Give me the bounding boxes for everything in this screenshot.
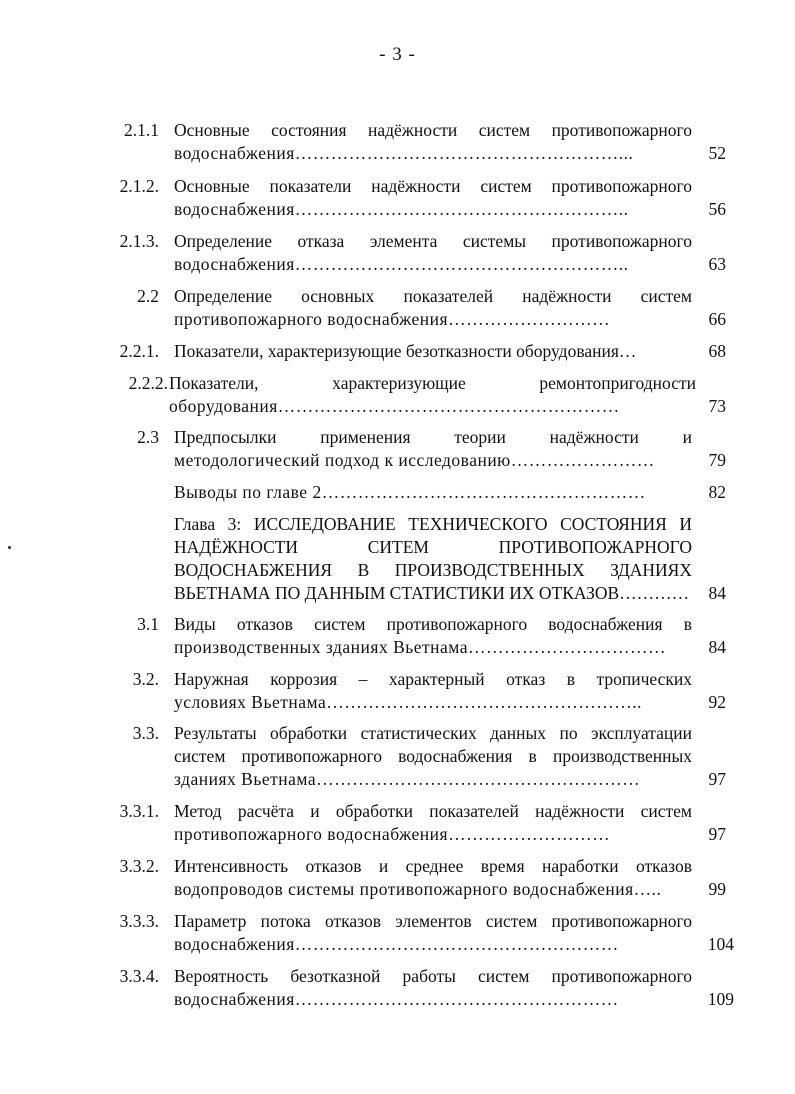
toc-entry-page: 84 — [708, 637, 726, 657]
toc-entry-title — [169, 372, 696, 418]
toc-entry-title-line: Вероятность безотказной работы систем противопожарного — [174, 966, 692, 986]
toc-entry-title — [174, 965, 692, 1011]
toc-entry-title-line: водоснабжения……………………………………………… — [174, 989, 619, 1009]
toc-entry-title — [174, 800, 692, 846]
toc-entry-number: 2.2.1. — [119, 341, 159, 361]
toc-entry-title-line: Основные состояния надёжности систем противопожарного — [174, 120, 692, 140]
toc-entry-title — [174, 230, 692, 276]
toc-entry-title — [174, 175, 692, 221]
toc-entry-title — [174, 285, 692, 331]
toc-entry-number: 3.3. — [132, 723, 159, 743]
toc-entry-title-line: противопожарного водоснабжения……………………… — [174, 309, 611, 329]
toc-entry-title-line: водоснабжения………………………………………………... — [174, 143, 634, 163]
toc-entry-title-line: водоснабжения……………………………………………….. — [174, 254, 629, 274]
toc-entry-title-line: условиях Вьетнама…………………………………………….. — [174, 692, 642, 712]
toc-entry-title-line: Определение отказа элемента системы противопожарного — [174, 231, 692, 251]
toc-entry-title — [174, 855, 692, 901]
toc-entry-title-line: методологический подход к исследованию…………………… — [174, 450, 655, 470]
toc-entry-title-line: Показатели, характеризующие ремонтопригодности — [169, 373, 696, 393]
toc-entry-title-line: противопожарного водоснабжения……………………… — [174, 824, 611, 844]
toc-entry-page: 56 — [708, 199, 726, 219]
toc-entry-page: 97 — [708, 824, 726, 844]
toc-entry-title-line: ВОДОСНАБЖЕНИЯ В ПРОИЗВОДСТВЕННЫХ ЗДАНИЯХ — [174, 560, 692, 580]
toc-entry-number: 3.2. — [132, 669, 159, 689]
toc-entry-page: 104 — [707, 934, 734, 954]
toc-entry-title-line: Метод расчёта и обработки показателей надёжности систем — [174, 801, 692, 821]
toc-entry-number: 3.3.1. — [119, 801, 159, 821]
toc-entry-title-line: ВЬЕТНАМА ПО ДАННЫМ СТАТИСТИКИ ИХ ОТКАЗОВ………… — [174, 583, 690, 603]
toc-entry-number: 2.1.3. — [119, 231, 159, 251]
toc-entry-number: 2.1.2. — [119, 176, 159, 196]
toc-entry-title — [174, 119, 692, 165]
toc-entry-page: 68 — [708, 341, 726, 361]
toc-entry-number: 2.1.1 — [124, 120, 159, 140]
toc-entry-title — [174, 910, 692, 956]
toc-entry-number: 3.3.3. — [119, 911, 159, 931]
toc-entry-title-line: Показатели, характеризующие безотказности оборудования… — [174, 341, 637, 361]
toc-entry-number: 2.2.2. — [128, 373, 168, 393]
toc-entry-page: 52 — [708, 143, 726, 163]
toc-entry-title-line: Основные показатели надёжности систем противопожарного — [174, 176, 692, 196]
toc-entry-number: 3.3.2. — [119, 856, 159, 876]
toc-entry-title-line: Предпосылки применения теории надёжности и — [174, 427, 692, 447]
toc-entry-page: 82 — [708, 482, 726, 502]
toc-entry-page: 109 — [707, 989, 734, 1009]
toc-entry-title — [174, 513, 692, 605]
toc-entry-title-line: НАДЁЖНОСТИ СИТЕМ ПРОТИВОПОЖАРНОГО — [174, 537, 692, 557]
toc-entry-title — [174, 426, 692, 472]
toc-entry-page: 73 — [708, 396, 726, 416]
page-number: - 3 - — [379, 44, 416, 65]
toc-entry-number: 3.3.4. — [119, 966, 159, 986]
toc-entry-page: 97 — [708, 769, 726, 789]
toc-entry-title-line: производственных зданиях Вьетнама…………………………… — [174, 637, 666, 657]
toc-entry-title-line: водоснабжения……………………………………………….. — [174, 199, 629, 219]
toc-entry-title-line: Параметр потока отказов элементов систем противопожарного — [174, 911, 692, 931]
toc-entry-number: 2.2 — [137, 286, 159, 306]
toc-entry-title — [174, 668, 692, 714]
toc-entry-page: 66 — [708, 309, 726, 329]
toc-entry-title-line: зданиях Вьетнама……………………………………………… — [174, 769, 641, 789]
toc-entry-title-line: Виды отказов систем противопожарного водоснабжения в — [174, 614, 692, 634]
toc-entry-title-line: Выводы по главе 2……………………………………………… — [174, 482, 646, 502]
stray-ink-mark — [8, 546, 11, 549]
toc-entry-number: 3.1 — [137, 614, 159, 634]
toc-entry-title — [174, 481, 692, 504]
toc-entry-title-line: Интенсивность отказов и среднее время наработки отказов — [174, 856, 692, 876]
toc-entry-page: 84 — [708, 583, 726, 603]
toc-entry-title-line: систем противопожарного водоснабжения в производственных — [174, 746, 692, 766]
toc-entry-page: 79 — [708, 450, 726, 470]
toc-entry-title-line: водоснабжения……………………………………………… — [174, 934, 619, 954]
toc-entry-title-line: Определение основных показателей надёжности систем — [174, 286, 692, 306]
toc-entry-title-line: оборудования………………………………………………… — [169, 396, 620, 416]
toc-entry-title-line: Результаты обработки статистических данных по эксплуатации — [174, 723, 692, 743]
toc-entry-page: 92 — [708, 692, 726, 712]
toc-entry-number: 2.3 — [137, 427, 159, 447]
toc-entry-page: 99 — [708, 879, 726, 899]
toc-entry-title-line: водопроводов системы противопожарного водоснабжения….. — [174, 879, 662, 899]
toc-entry-title — [174, 722, 692, 791]
toc-entry-page: 63 — [708, 254, 726, 274]
toc-entry-title — [174, 613, 692, 659]
toc-entry-title-line: Наружная коррозия – характерный отказ в тропических — [174, 669, 692, 689]
toc-entry-title — [174, 340, 692, 363]
toc-entry-title-line: Глава 3: ИССЛЕДОВАНИЕ ТЕХНИЧЕСКОГО СОСТОЯНИЯ И — [174, 514, 692, 534]
